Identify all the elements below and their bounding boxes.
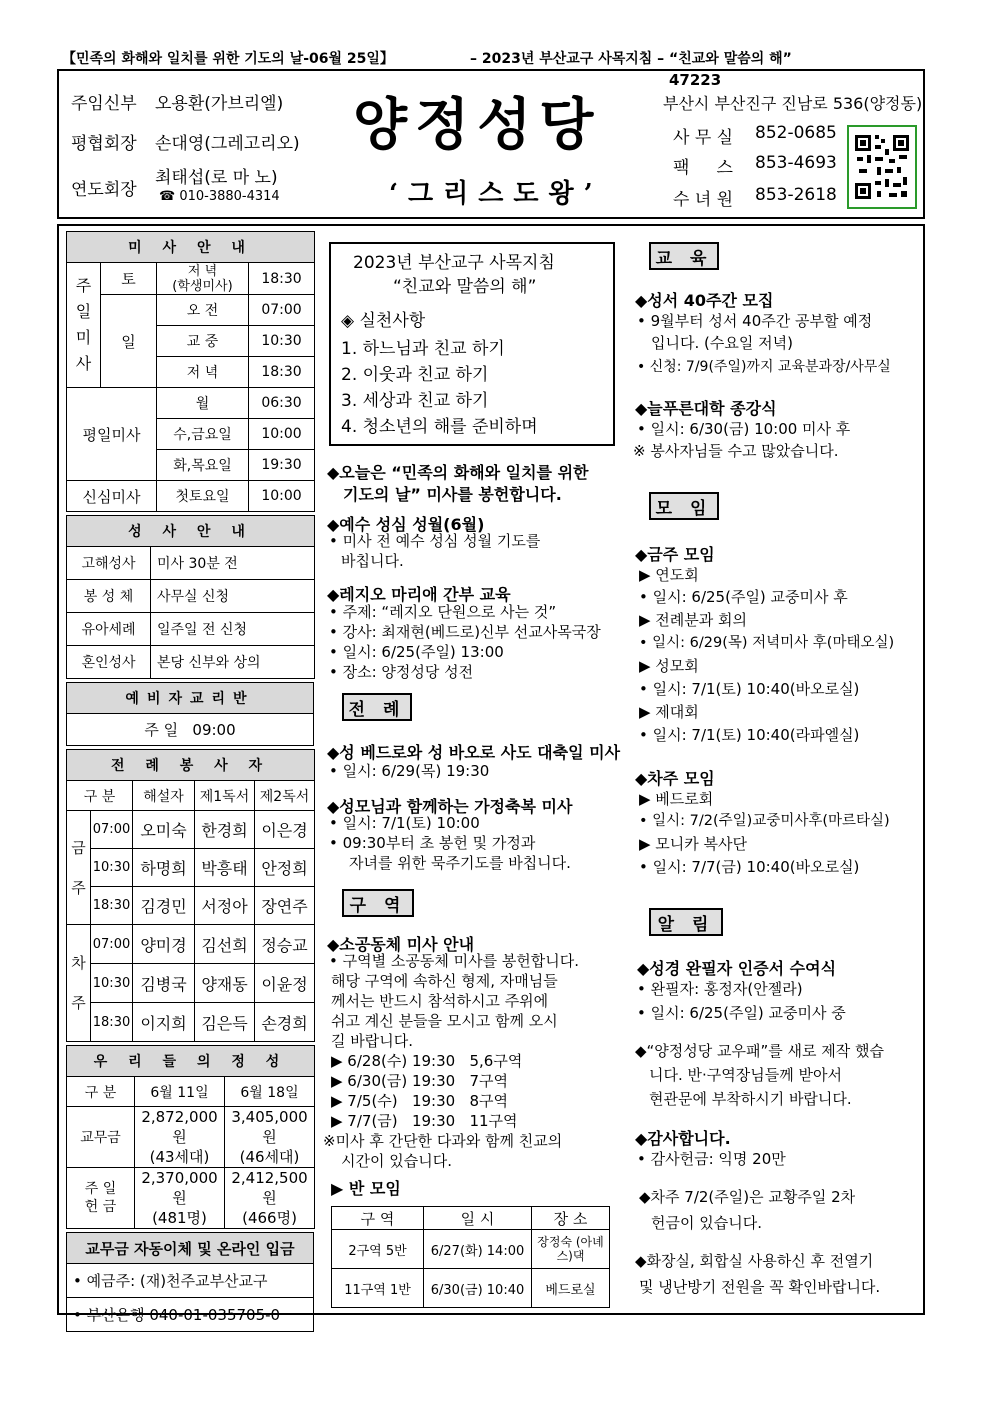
ministers-header: 제1독서 (195, 781, 255, 811)
notice-tag: 알 림 (649, 908, 723, 936)
offering-title: 우 리 들 의 정 성 (67, 1046, 315, 1077)
minister-name: 이지희 (133, 1003, 195, 1042)
offering-amount: 2,872,000원 (141, 1108, 218, 1146)
minister-name: 이은경 (255, 811, 315, 849)
guideline-item: 3. 세상과 친교 하기 (341, 391, 489, 411)
family-head: ◆성모님과 함께하는 가정축복 미사 (327, 797, 573, 816)
mass-schedule-table (66, 231, 315, 512)
offering-count: (43세대) (149, 1148, 210, 1166)
small-community-note: 시간이 있습니다. (341, 1152, 452, 1170)
small-community-schedule: ▶ 6/30(금) 19:30 7구역 (331, 1072, 509, 1090)
guideline-box (329, 242, 615, 446)
offering-count: (46세대) (239, 1148, 300, 1166)
bulletin-body (57, 224, 925, 1324)
weekday-mass-name: 수,금요일 (157, 419, 249, 450)
minister-name: 서정아 (195, 887, 255, 925)
education-tag: 교 육 (649, 242, 719, 270)
meeting-line: • 일시: 7/1(토) 10:40(라파엘실) (639, 726, 860, 744)
bible-head: ◆성서 40주간 모집 (635, 291, 774, 310)
council-label: 평협회장 (71, 134, 137, 154)
ban-header: 구 역 (332, 1207, 424, 1230)
power-notice-line: ◆화장실, 회합실 사용하신 후 전열기 (635, 1252, 874, 1270)
sacrament-info: 본당 신부와 상의 (151, 646, 315, 679)
guideline-head: ◈ 실천사항 (341, 311, 426, 331)
minister-name: 이윤정 (255, 964, 315, 1003)
certificate-line: • 완필자: 홍정자(안젤라) (637, 980, 803, 998)
weekday-mass-label: 평일미사 (67, 388, 157, 481)
sacrament-info: 미사 30분 전 (151, 547, 315, 580)
minister-name: 김선희 (195, 925, 255, 964)
yeondo-name: 최태섭(로 마 노) (155, 168, 278, 188)
meeting-line: ▶ 베드로회 (639, 790, 714, 808)
pastor-name: 오용환(가브리엘) (155, 94, 284, 114)
weekday-mass-time: 10:00 (249, 419, 315, 450)
council-name: 손대영(그레고리오) (155, 134, 300, 154)
thanks-head: ◆감사합니다. (635, 1129, 731, 1148)
minister-time: 07:00 (91, 925, 133, 964)
minister-time: 07:00 (91, 811, 133, 849)
sacrament-info: 사무실 신청 (151, 580, 315, 613)
weekday-mass-name: 화,목요일 (157, 450, 249, 481)
devotion-mass-time: 10:00 (249, 481, 315, 512)
fax-number: 853-4693 (755, 153, 837, 173)
sacrament-info: 일주일 전 신청 (151, 613, 315, 646)
legio-line: • 장소: 양정성당 성전 (329, 663, 474, 681)
next-week-meeting-head: ◆차주 모임 (635, 769, 715, 788)
meeting-line: • 일시: 6/25(주일) 교중미사 후 (639, 588, 848, 606)
bank-table (66, 1232, 314, 1332)
offering-header: 구 분 (67, 1077, 135, 1107)
offering-header: 6월 18일 (225, 1077, 315, 1107)
fax-label: 팩 스 (673, 158, 733, 178)
legio-line: • 주제: “레지오 단원으로 사는 것” (329, 603, 557, 621)
minister-name: 양재동 (195, 964, 255, 1003)
ban-cell: 6/30(금) 10:40 (424, 1269, 532, 1308)
guideline-item: 2. 이웃과 친교 하기 (341, 365, 489, 385)
minister-name: 안정희 (255, 849, 315, 887)
university-head: ◆늘푸른대학 종강식 (635, 399, 777, 418)
peter-paul-head: ◆성 베드로와 성 바오로 사도 대축일 미사 (327, 743, 621, 762)
offering-table (66, 1045, 315, 1229)
plaque-line: 현관문에 부착하시기 바랍니다. (649, 1090, 852, 1108)
offering-row-label: 교무금 (67, 1107, 135, 1168)
minister-name: 박흥태 (195, 849, 255, 887)
sun-mass-time: 10:30 (249, 326, 315, 357)
minister-name: 김경민 (133, 887, 195, 925)
legio-head: ◆레지오 마리애 간부 교육 (327, 585, 511, 604)
ban-cell: 2구역 5반 (332, 1230, 424, 1269)
ban-cell: 6/27(화) 14:00 (424, 1230, 532, 1269)
offering-count: (481명) (152, 1209, 207, 1227)
ministers-table (66, 749, 315, 1042)
meeting-line: • 일시: 7/7(금) 10:40(바오로실) (639, 858, 860, 876)
ban-cell: 베드로실 (532, 1269, 610, 1308)
sacrament-name: 유아세례 (67, 613, 151, 646)
offering-count: (466명) (242, 1209, 297, 1227)
family-line: • 일시: 7/1(토) 10:00 (329, 814, 480, 832)
banner-left: 【민족의 화해와 일치를 위한 기도의 날-06월 25일】 (62, 51, 394, 67)
sun-mass-name: 저 녁 (157, 357, 249, 388)
small-community-line: • 구역별 소공동체 미사를 봉헌합니다. (329, 952, 580, 970)
sacrament-table (66, 515, 315, 679)
sunday-mass-label: 주일미사 (67, 263, 101, 388)
meeting-line: • 일시: 6/29(목) 저녁미사 후(마태오실) (639, 635, 895, 651)
ban-header: 일 시 (424, 1207, 532, 1230)
ban-cell: 11구역 1반 (332, 1269, 424, 1308)
meeting-line: ▶ 전례분과 회의 (639, 611, 748, 629)
small-community-schedule: ▶ 6/28(수) 19:30 5,6구역 (331, 1052, 523, 1070)
minister-name: 오미숙 (133, 811, 195, 849)
small-community-line: 해당 구역에 속하신 형제, 자매님들 (331, 972, 558, 990)
weekday-mass-time: 06:30 (249, 388, 315, 419)
sacrament-title: 성 사 안 내 (67, 516, 315, 547)
small-community-line: 길 바랍니다. (331, 1032, 413, 1050)
offering-row-label: 주 일 (84, 1181, 117, 1197)
ministers-header: 제2독서 (255, 781, 315, 811)
sat-time: 18:30 (249, 263, 315, 295)
today-notice: ◆오늘은 “민족의 화해와 일치를 위한 (327, 463, 589, 482)
meeting-line: ▶ 모니카 복사단 (639, 835, 748, 853)
guideline-item: 1. 하느님과 친교 하기 (341, 339, 505, 359)
convent-label: 수 녀 원 (673, 190, 734, 210)
sun-mass-time: 07:00 (249, 295, 315, 326)
mass-title: 미 사 안 내 (67, 232, 315, 263)
weekday-mass-name: 월 (157, 388, 249, 419)
power-notice-line: 및 냉난방기 전원을 꼭 확인바랍니다. (639, 1278, 881, 1296)
bank-title: 교무금 자동이체 및 온라인 입금 (67, 1233, 314, 1264)
sat-label: 토 (101, 263, 157, 295)
address: 부산시 부산진구 진남로 536(양정동) (663, 94, 923, 113)
minister-name: 손경희 (255, 1003, 315, 1042)
offering-amount: 2,412,500원 (231, 1169, 308, 1207)
catechumen-title: 예비자교리반 (67, 683, 314, 714)
guideline-subtitle: “친교와 말씀의 해” (393, 277, 537, 297)
legio-line: • 일시: 6/25(주일) 13:00 (329, 643, 504, 661)
ban-meeting-head: ▶ 반 모임 (331, 1179, 401, 1198)
university-line: • 일시: 6/30(금) 10:00 미사 후 (637, 420, 851, 438)
this-week-label: 금주 (67, 811, 91, 925)
parish-subtitle: ‘그리스도왕’ (389, 179, 603, 209)
yeondo-label: 연도회장 (71, 180, 137, 200)
next-week-label: 차주 (67, 925, 91, 1042)
bible-line: • 9월부터 성서 40주간 공부할 예정 (637, 312, 873, 330)
bulletin-header (57, 69, 925, 219)
small-community-schedule: ▶ 7/5(수) 19:30 8구역 (331, 1092, 508, 1110)
ministers-title: 전 례 봉 사 자 (67, 750, 315, 781)
this-week-meeting-head: ◆금주 모임 (635, 545, 715, 564)
peter-paul-line: • 일시: 6/29(목) 19:30 (329, 762, 490, 780)
pope-sunday-line: ◆차주 7/2(주일)은 교황주일 2차 (639, 1188, 856, 1206)
catechumen-table (66, 682, 314, 746)
minister-name: 한경희 (195, 811, 255, 849)
small-community-head: ◆소공동체 미사 안내 (327, 935, 475, 954)
legio-line: • 강사: 최재현(베드로)신부 선교사목국장 (329, 623, 601, 641)
ban-header: 장 소 (532, 1207, 610, 1230)
pope-sunday-line: 헌금이 있습니다. (651, 1214, 762, 1232)
minister-time: 10:30 (91, 849, 133, 887)
guideline-title: 2023년 부산교구 사목지침 (353, 253, 555, 273)
parish-title: 양정성당 (353, 92, 602, 158)
ban-meeting-table (331, 1206, 610, 1308)
offering-amount: 3,405,000원 (231, 1108, 308, 1146)
small-community-schedule: ▶ 7/7(금) 19:30 11구역 (331, 1112, 518, 1130)
small-community-note: ※미사 후 간단한 다과와 함께 친교의 (323, 1132, 563, 1150)
meeting-line: ▶ 제대회 (639, 703, 699, 721)
certificate-head: ◆성경 완필자 인증서 수여식 (637, 959, 837, 978)
meeting-line: • 일시: 7/2(주일)교중미사후(마르타실) (639, 813, 890, 829)
bank-holder: • 예금주: (재)천주교부산교구 (67, 1264, 314, 1298)
devotion-mass-name: 첫토요일 (157, 481, 249, 512)
family-line: • 09:30부터 초 봉헌 및 가정과 (329, 834, 536, 852)
sacrament-name: 봉 성 체 (67, 580, 151, 613)
sun-mass-time: 18:30 (249, 357, 315, 388)
bank-account: • 부산은행 040-01-035705-0 (67, 1298, 314, 1332)
guideline-item: 4. 청소년의 해를 준비하며 (341, 417, 538, 437)
minister-time: 18:30 (91, 1003, 133, 1042)
sacred-heart-line: • 미사 전 예수 성심 성월 기도를 (329, 532, 541, 550)
minister-name: 장연주 (255, 887, 315, 925)
ministers-header: 구 분 (67, 781, 133, 811)
meeting-line: ▶ 성모회 (639, 657, 699, 675)
ban-cell: 장정숙 (아녜스)댁 (532, 1230, 610, 1269)
district-tag: 구 역 (342, 889, 414, 917)
certificate-line: • 일시: 6/25(주일) 교중미사 중 (637, 1004, 846, 1022)
offering-row-label: 헌 금 (84, 1199, 117, 1215)
qr-code-icon[interactable] (847, 125, 917, 209)
sacrament-name: 고해성사 (67, 547, 151, 580)
minister-time: 18:30 (91, 887, 133, 925)
office-phone: 852-0685 (755, 123, 837, 143)
plaque-line: 니다. 반·구역장님들께 받아서 (649, 1066, 842, 1084)
sacred-heart-head: ◆예수 성심 성월(6월) (327, 515, 485, 534)
meeting-line: ▶ 연도회 (639, 566, 699, 584)
sun-label: 일 (101, 295, 157, 388)
catechumen-time: 주 일 09:00 (67, 714, 314, 746)
sacred-heart-line: 바칩니다. (341, 552, 404, 570)
devotion-mass-label: 신심미사 (67, 481, 157, 512)
minister-name: 양미경 (133, 925, 195, 964)
weekday-mass-time: 19:30 (249, 450, 315, 481)
meeting-tag: 모 임 (649, 492, 719, 520)
small-community-line: 께서는 반드시 참석하시고 주위에 (331, 992, 549, 1010)
minister-time: 10:30 (91, 964, 133, 1003)
bible-line: • 신청: 7/9(주일)까지 교육분과장/사무실 (637, 359, 891, 375)
university-line: ※ 봉사자님들 수고 많았습니다. (633, 442, 839, 460)
pastor-label: 주임신부 (71, 94, 137, 114)
banner-right: – 2023년 부산교구 사목지침 – “친교와 말씀의 해” (470, 51, 792, 67)
minister-name: 김은득 (195, 1003, 255, 1042)
office-label: 사 무 실 (673, 128, 734, 148)
offering-amount: 2,370,000원 (141, 1169, 218, 1207)
sat-note: (학생미사) (172, 278, 233, 294)
small-community-line: 쉬고 계신 분들을 모시고 함께 오시 (331, 1012, 558, 1030)
minister-name: 정승교 (255, 925, 315, 964)
offering-header: 6월 11일 (135, 1077, 225, 1107)
convent-phone: 853-2618 (755, 185, 837, 205)
postcode: 47223 (669, 71, 722, 89)
yeondo-phone: ☎ 010-3880-4314 (159, 189, 280, 204)
sacrament-name: 혼인성사 (67, 646, 151, 679)
meeting-line: • 일시: 7/1(토) 10:40(바오로실) (639, 680, 860, 698)
today-notice-cont: 기도의 날” 미사를 봉헌합니다. (343, 485, 562, 504)
left-column (66, 231, 314, 1332)
plaque-line: ◆“양정성당 교우패”를 새로 제작 했습 (635, 1042, 885, 1060)
minister-name: 하명희 (133, 849, 195, 887)
bible-line: 입니다. (수요일 저녁) (651, 334, 793, 352)
minister-name: 김병국 (133, 964, 195, 1003)
family-line: 자녀를 위한 묵주기도를 바칩니다. (349, 854, 571, 872)
sat-evening: 저 녁 (187, 263, 218, 279)
sun-mass-name: 교 중 (157, 326, 249, 357)
ministers-header: 해설자 (133, 781, 195, 811)
sun-mass-name: 오 전 (157, 295, 249, 326)
thanks-line: • 감사헌금: 익명 20만 (637, 1150, 786, 1168)
liturgy-tag: 전 례 (342, 693, 412, 721)
top-banner (62, 46, 928, 68)
